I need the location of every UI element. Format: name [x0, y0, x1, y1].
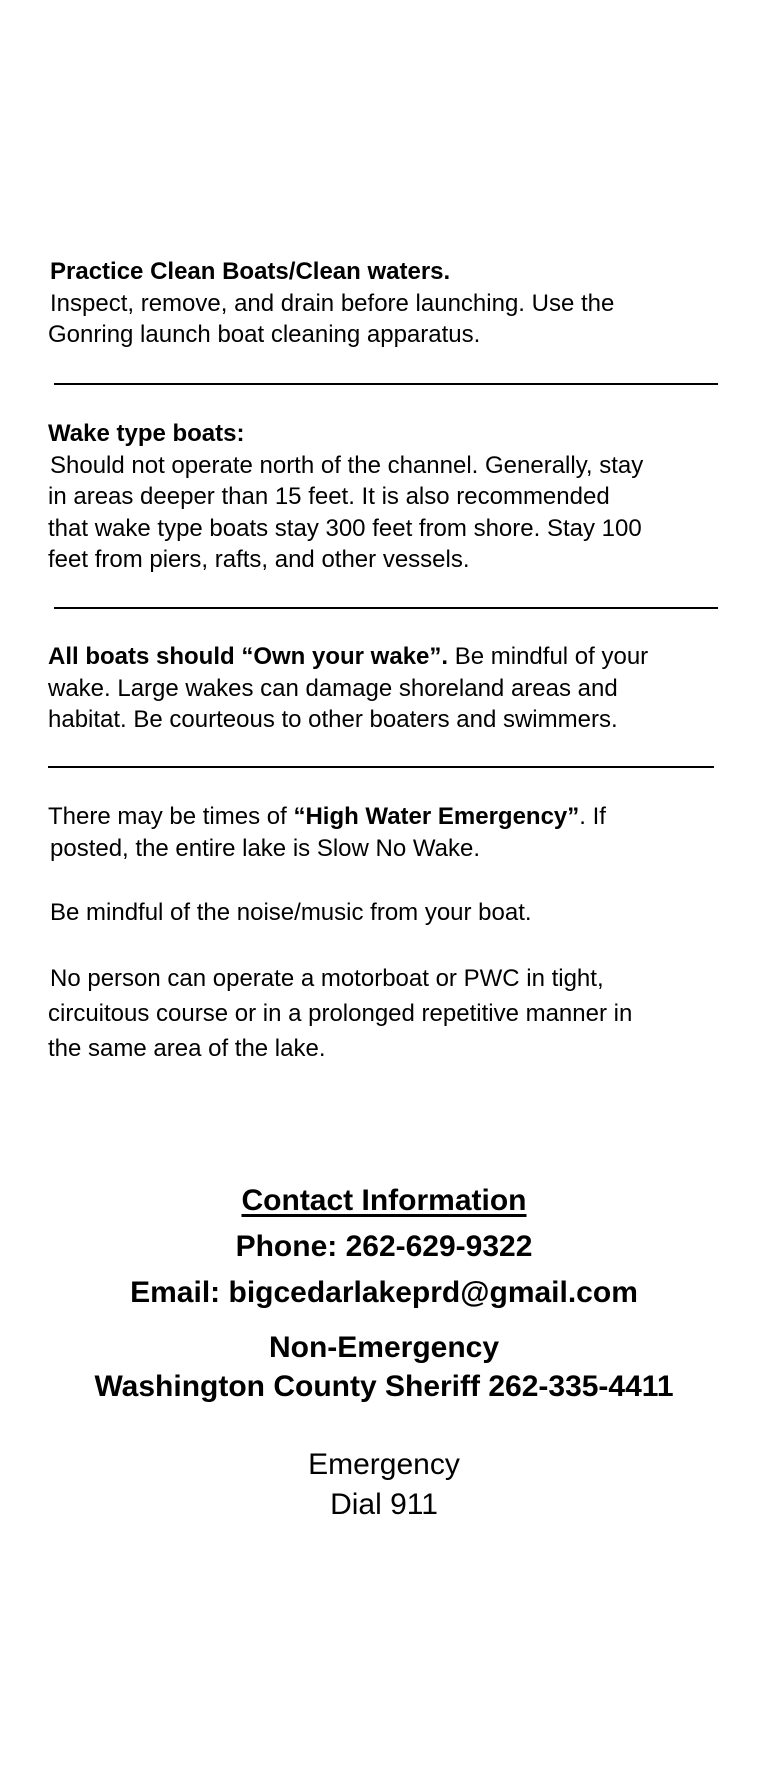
own-wake-section [48, 641, 648, 736]
contact-email: Email: bigcedarlakeprd@gmail.com [130, 1276, 638, 1309]
clean-boats-section [50, 256, 614, 351]
clean-boats-line-2: Gonring launch boat cleaning apparatus. [48, 321, 481, 348]
sheriff-contact: Washington County Sheriff 262-335-4411 [94, 1370, 674, 1403]
contact-phone: Phone: 262-629-9322 [235, 1230, 533, 1263]
repetitive-line-2: circuitous course or in a prolonged repetitive manner in [48, 1000, 633, 1027]
high-water-line-1 [48, 801, 606, 833]
high-water-section [48, 801, 606, 864]
non-emergency-label: Non-Emergency [268, 1331, 500, 1364]
clean-boats-line-1: Inspect, remove, and drain before launching. Use the [50, 289, 615, 317]
own-wake-line-1 [48, 641, 648, 673]
emergency-number: Dial 911 [330, 1488, 438, 1521]
wake-boats-heading: Wake type boats: [48, 420, 245, 447]
wake-boats-section [48, 418, 643, 576]
high-water-line-2: posted, the entire lake is Slow No Wake. [50, 834, 480, 862]
clean-boats-heading: Practice Clean Boats/Clean waters. [50, 258, 451, 285]
high-water-prefix: There may be times of [48, 803, 294, 830]
divider [54, 383, 718, 385]
own-wake-line-2: wake. Large wakes can damage shoreland areas and [48, 674, 618, 702]
wake-boats-line-1: Should not operate north of the channel. Generally, stay [50, 451, 644, 479]
repetitive-section [48, 961, 632, 1066]
divider [54, 607, 718, 609]
noise-note: Be mindful of the noise/music from your boat. [50, 899, 532, 926]
own-wake-line-3: habitat. Be courteous to other boaters and swimmers. [48, 706, 618, 733]
contact-title: Contact Information [241, 1184, 527, 1217]
divider [48, 766, 714, 768]
repetitive-line-3: the same area of the lake. [48, 1035, 326, 1062]
emergency-label: Emergency [308, 1448, 460, 1481]
own-wake-line-1-rest: Be mindful of your [448, 643, 649, 670]
own-wake-bold: All boats should “Own your wake”. [48, 643, 449, 670]
wake-boats-line-2: in areas deeper than 15 feet. It is also recommended [48, 483, 610, 510]
repetitive-line-1: No person can operate a motorboat or PWC in tight, [50, 965, 604, 992]
wake-boats-line-4: feet from piers, rafts, and other vessels. [48, 546, 470, 573]
high-water-suffix: . If [579, 803, 606, 830]
high-water-bold: “High Water Emergency” [293, 803, 580, 830]
wake-boats-line-3: that wake type boats stay 300 feet from shore. Stay 100 [48, 514, 642, 542]
